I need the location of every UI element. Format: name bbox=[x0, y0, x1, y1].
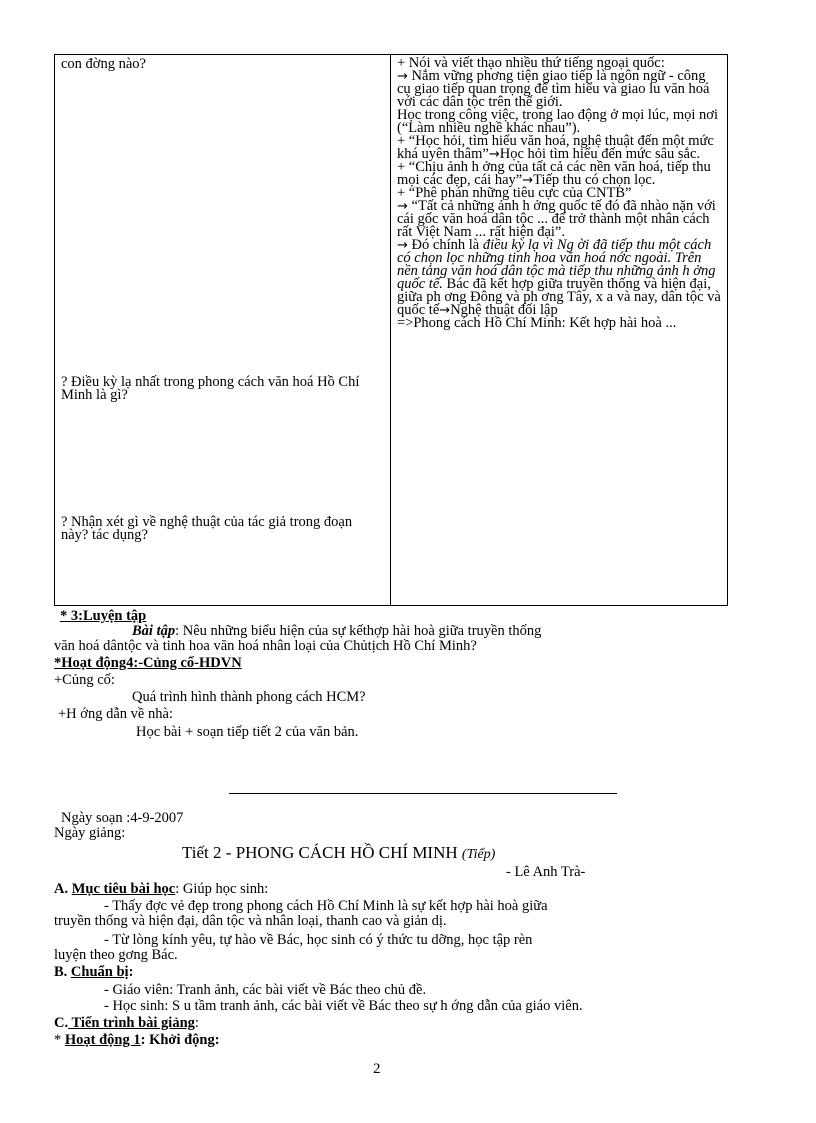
lesson-title: Tiết 2 - PHONG CÁCH HỒ CHÍ MINH (Tiếp) bbox=[182, 843, 496, 862]
objective-1: - Thấy đợc vẻ đẹp trong phong cách Hồ Chí Minh là sự kết hợp hài hoà giữa bbox=[104, 898, 548, 914]
objective-1-cont: truyền thống và hiện đại, dân tộc và nhân loại, thanh cao và giản dị. bbox=[54, 913, 447, 929]
arrow-icon: → bbox=[488, 147, 500, 162]
prep-student: - Học sinh: S u tầm tranh ảnh, các bài viết về Bác theo sự h ớng dẫn của giáo viên. bbox=[104, 998, 583, 1014]
activity4-heading: *Hoạt động4:-Củng cố-HDVN bbox=[54, 655, 242, 671]
arrow-icon: → bbox=[397, 199, 408, 214]
objective-2-cont: luyện theo gơng Bác. bbox=[54, 947, 178, 963]
answer-influence: + “Chịu ảnh h ởng của tất cả các nền văn hoá, tiếp thu mọi các đẹp, cái hay”→Tiếp thu có chọn lọc. bbox=[397, 159, 711, 188]
answer-communication: → Nắm vững phơng tiện giao tiếp là ngôn ngữ - công cụ giao tiếp quan trọng để tìm hiểu và giao lu văn hoá với các dân tộc trên thế giới. bbox=[397, 68, 710, 110]
question-wonder: ? Điều kỳ lạ nhất trong phong cách văn hoá Hồ Chí Minh là gì? bbox=[61, 374, 360, 403]
answer-national-character: → “Tất cả những ảnh h ởng quốc tế đó đã nhào nặn với cái gốc văn hoá dân tộc ... để trở thành một nhân cách rất Việt Nam ... rất hiện đại”. bbox=[397, 198, 716, 240]
table-row bbox=[55, 55, 728, 606]
author: - Lê Anh Trà- bbox=[506, 864, 586, 880]
question-art: ? Nhận xét gì về nghệ thuật của tác giả trong đoạn này? tác dụng? bbox=[61, 514, 353, 543]
section-a-heading: A. Mục tiêu bài học: Giúp học sinh: bbox=[54, 881, 269, 897]
arrow-icon: → bbox=[522, 173, 534, 188]
answer-wonder: → Đó chính là điều kỳ lạ vì Ng ời đã tiếp thu một cách có chọn lọc những tinh hoa văn hoá nớc ngoài. Trên nền tảng văn hoá dân tộc mà tiếp thu những ảnh h ởng quốc tế. Bác đã kết hợp giữa truyền thống và hiện đại, giữa ph ơng Đông và ph ơng Tây, x a và nay, dân tộc và quốc tế→Nghệ thuật đối lập bbox=[397, 237, 721, 318]
practice-exercise-cont: văn hoá dântộc và tinh hoa văn hoá nhân loại của Chủtịch Hồ Chí Minh? bbox=[54, 638, 477, 654]
answer-languages: + Nói và viết thạo nhiều thứ tiếng ngoại quốc: bbox=[397, 55, 665, 71]
section-divider bbox=[229, 793, 617, 794]
objective-2: - Từ lòng kính yêu, tự hào về Bác, học sinh có ý thức tu dỡng, học tập rèn bbox=[104, 932, 533, 948]
page-number: 2 bbox=[373, 1061, 381, 1077]
prep-date: Ngày soạn :4-9-2007 bbox=[61, 810, 184, 826]
section-c-heading: C. Tiến trình bài giảng: bbox=[54, 1015, 199, 1031]
activity1-heading: * Hoạt động 1: Khởi động: bbox=[54, 1032, 220, 1048]
practice-exercise: Bài tập: Nêu những biểu hiện của sự kếthợp hài hoà giữa truyền thống bbox=[132, 623, 542, 639]
homework-text: Học bài + soạn tiếp tiết 2 của văn bản. bbox=[136, 724, 359, 740]
consolidate-question: Quá trình hình thành phong cách HCM? bbox=[132, 689, 366, 705]
answers-column bbox=[391, 55, 728, 606]
section-b-heading: B. Chuẩn bị: bbox=[54, 964, 134, 980]
arrow-icon: → bbox=[439, 303, 451, 318]
answer-learning-work: Học trong công việc, trong lao động ở mọi lúc, mọi nơi (“Làm nhiều nghề khác nhau”). bbox=[397, 107, 718, 136]
practice-heading: * 3:Luyện tập bbox=[60, 608, 147, 624]
arrow-icon: → bbox=[397, 238, 408, 253]
questions-column bbox=[55, 55, 391, 606]
answer-conclusion: =>Phong cách Hồ Chí Minh: Kết hợp hài hoà ... bbox=[397, 315, 677, 331]
teach-date: Ngày giảng: bbox=[54, 825, 126, 841]
arrow-icon: → bbox=[397, 69, 408, 84]
answer-learning-culture: + “Học hỏi, tìm hiểu văn hoá, nghệ thuật đến một mức khá uyên thâm”→Học hỏi tìm hiểu đến mức sâu sắc. bbox=[397, 133, 714, 162]
prep-teacher: - Giáo viên: Tranh ảnh, các bài viết về Bác theo chủ đề. bbox=[104, 982, 427, 998]
consolidate-label: +Củng cố: bbox=[54, 672, 115, 688]
answer-critique: + “Phê phán những tiêu cực của CNTB” bbox=[397, 185, 632, 201]
lesson-table bbox=[54, 54, 728, 606]
question-route: con đờng nào? bbox=[61, 56, 146, 72]
homework-label: +H ớng dẫn về nhà: bbox=[58, 706, 173, 722]
